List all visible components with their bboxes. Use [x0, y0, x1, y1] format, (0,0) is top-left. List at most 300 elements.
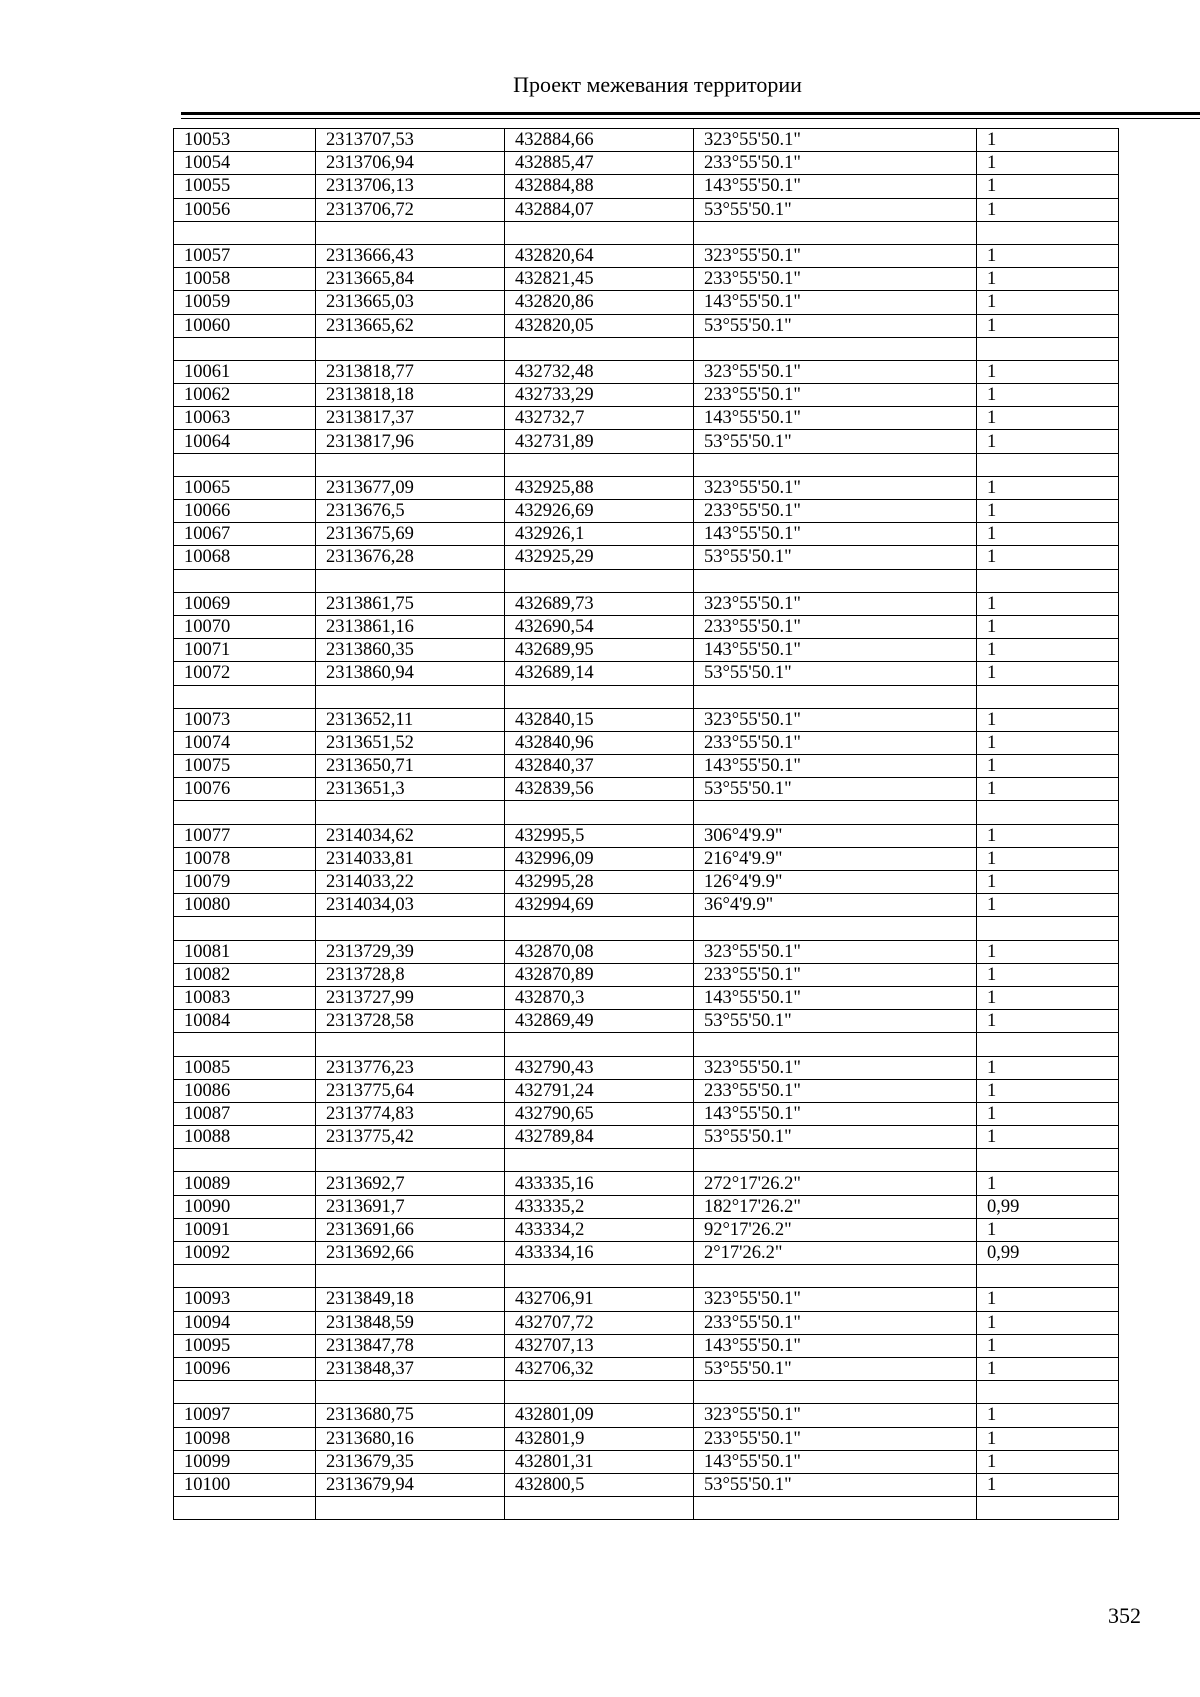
table-row — [174, 175, 1119, 198]
header-rule-thick — [181, 112, 1200, 115]
x-coordinate-cell: 2313651,3 — [316, 778, 505, 801]
x-coordinate-cell: 2313692,66 — [316, 1242, 505, 1265]
distance-cell: 1 — [977, 244, 1119, 267]
table-row — [174, 360, 1119, 383]
x-coordinate-cell: 2313847,78 — [316, 1334, 505, 1357]
direction-angle-cell: 233°55'50.1" — [694, 152, 977, 175]
table-row — [174, 1311, 1119, 1334]
direction-angle-cell: 323°55'50.1" — [694, 360, 977, 383]
y-coordinate-cell: 432994,69 — [505, 894, 694, 917]
point-number-cell: 10083 — [174, 986, 316, 1009]
distance-cell: 1 — [977, 1450, 1119, 1473]
table-row — [174, 430, 1119, 453]
direction-angle-cell: 53°55'50.1" — [694, 198, 977, 221]
y-coordinate-cell — [505, 1265, 694, 1288]
x-coordinate-cell — [316, 1265, 505, 1288]
point-number-cell: 10067 — [174, 523, 316, 546]
point-number-cell: 10071 — [174, 639, 316, 662]
direction-angle-cell: 53°55'50.1" — [694, 430, 977, 453]
point-number-cell — [174, 1381, 316, 1404]
point-number-cell: 10093 — [174, 1288, 316, 1311]
point-number-cell: 10078 — [174, 847, 316, 870]
table-row — [174, 1079, 1119, 1102]
y-coordinate-cell: 432690,54 — [505, 615, 694, 638]
distance-cell: 1 — [977, 639, 1119, 662]
y-coordinate-cell: 432732,7 — [505, 407, 694, 430]
direction-angle-cell: 53°55'50.1" — [694, 1126, 977, 1149]
distance-cell — [977, 453, 1119, 476]
table-row — [174, 384, 1119, 407]
header-rule-thin — [181, 118, 1200, 119]
distance-cell: 1 — [977, 314, 1119, 337]
distance-cell: 1 — [977, 384, 1119, 407]
point-number-cell: 10056 — [174, 198, 316, 221]
x-coordinate-cell: 2313848,59 — [316, 1311, 505, 1334]
y-coordinate-cell: 432801,9 — [505, 1427, 694, 1450]
direction-angle-cell: 233°55'50.1" — [694, 500, 977, 523]
y-coordinate-cell: 432870,08 — [505, 940, 694, 963]
point-number-cell: 10054 — [174, 152, 316, 175]
point-number-cell: 10076 — [174, 778, 316, 801]
direction-angle-cell — [694, 1149, 977, 1172]
direction-angle-cell: 53°55'50.1" — [694, 1473, 977, 1496]
distance-cell: 1 — [977, 1079, 1119, 1102]
direction-angle-cell: 233°55'50.1" — [694, 731, 977, 754]
y-coordinate-cell — [505, 221, 694, 244]
distance-cell — [977, 1149, 1119, 1172]
y-coordinate-cell: 432925,29 — [505, 546, 694, 569]
direction-angle-cell: 323°55'50.1" — [694, 940, 977, 963]
point-number-cell: 10074 — [174, 731, 316, 754]
x-coordinate-cell: 2313680,16 — [316, 1427, 505, 1450]
y-coordinate-cell: 432840,37 — [505, 755, 694, 778]
direction-angle-cell: 233°55'50.1" — [694, 1311, 977, 1334]
x-coordinate-cell: 2313675,69 — [316, 523, 505, 546]
point-number-cell: 10073 — [174, 708, 316, 731]
distance-cell: 1 — [977, 847, 1119, 870]
point-number-cell: 10059 — [174, 291, 316, 314]
x-coordinate-cell — [316, 801, 505, 824]
distance-cell: 1 — [977, 430, 1119, 453]
x-coordinate-cell: 2313727,99 — [316, 986, 505, 1009]
distance-cell: 1 — [977, 1357, 1119, 1380]
page-title: Проект межевания территории — [513, 72, 802, 97]
y-coordinate-cell: 432884,07 — [505, 198, 694, 221]
x-coordinate-cell: 2313665,84 — [316, 268, 505, 291]
point-number-cell: 10087 — [174, 1102, 316, 1125]
x-coordinate-cell: 2313860,94 — [316, 662, 505, 685]
distance-cell: 1 — [977, 871, 1119, 894]
table-row — [174, 1334, 1119, 1357]
coordinates-table — [173, 128, 1119, 1520]
table-row — [174, 1102, 1119, 1125]
direction-angle-cell: 53°55'50.1" — [694, 778, 977, 801]
table-row — [174, 244, 1119, 267]
y-coordinate-cell — [505, 801, 694, 824]
x-coordinate-cell: 2313818,77 — [316, 360, 505, 383]
distance-cell: 1 — [977, 1404, 1119, 1427]
table-row — [174, 1126, 1119, 1149]
distance-cell: 1 — [977, 523, 1119, 546]
separator-row — [174, 453, 1119, 476]
point-number-cell: 10080 — [174, 894, 316, 917]
separator-row — [174, 1381, 1119, 1404]
separator-row — [174, 1497, 1119, 1520]
point-number-cell — [174, 1033, 316, 1056]
x-coordinate-cell: 2313692,7 — [316, 1172, 505, 1195]
y-coordinate-cell: 432731,89 — [505, 430, 694, 453]
y-coordinate-cell — [505, 685, 694, 708]
distance-cell: 1 — [977, 1102, 1119, 1125]
y-coordinate-cell: 432733,29 — [505, 384, 694, 407]
point-number-cell: 10097 — [174, 1404, 316, 1427]
direction-angle-cell — [694, 569, 977, 592]
y-coordinate-cell: 432707,13 — [505, 1334, 694, 1357]
direction-angle-cell — [694, 453, 977, 476]
y-coordinate-cell: 432800,5 — [505, 1473, 694, 1496]
distance-cell: 1 — [977, 1288, 1119, 1311]
y-coordinate-cell: 432689,95 — [505, 639, 694, 662]
point-number-cell — [174, 1149, 316, 1172]
y-coordinate-cell: 432840,96 — [505, 731, 694, 754]
point-number-cell: 10096 — [174, 1357, 316, 1380]
x-coordinate-cell — [316, 453, 505, 476]
y-coordinate-cell: 432995,5 — [505, 824, 694, 847]
table-row — [174, 1288, 1119, 1311]
distance-cell: 1 — [977, 940, 1119, 963]
direction-angle-cell: 143°55'50.1" — [694, 1450, 977, 1473]
distance-cell: 0,99 — [977, 1195, 1119, 1218]
y-coordinate-cell: 432689,73 — [505, 592, 694, 615]
distance-cell — [977, 337, 1119, 360]
x-coordinate-cell: 2313861,16 — [316, 615, 505, 638]
distance-cell: 1 — [977, 1056, 1119, 1079]
y-coordinate-cell: 432884,66 — [505, 129, 694, 152]
direction-angle-cell: 143°55'50.1" — [694, 407, 977, 430]
x-coordinate-cell: 2313729,39 — [316, 940, 505, 963]
point-number-cell — [174, 1265, 316, 1288]
table-row — [174, 731, 1119, 754]
point-number-cell: 10057 — [174, 244, 316, 267]
y-coordinate-cell: 433335,2 — [505, 1195, 694, 1218]
table-row — [174, 1357, 1119, 1380]
direction-angle-cell: 143°55'50.1" — [694, 986, 977, 1009]
x-coordinate-cell: 2313728,8 — [316, 963, 505, 986]
x-coordinate-cell: 2313849,18 — [316, 1288, 505, 1311]
point-number-cell — [174, 569, 316, 592]
y-coordinate-cell: 432801,09 — [505, 1404, 694, 1427]
separator-row — [174, 917, 1119, 940]
table-row — [174, 291, 1119, 314]
point-number-cell: 10069 — [174, 592, 316, 615]
direction-angle-cell — [694, 1497, 977, 1520]
separator-row — [174, 801, 1119, 824]
x-coordinate-cell: 2313677,09 — [316, 476, 505, 499]
y-coordinate-cell — [505, 1497, 694, 1520]
x-coordinate-cell: 2313680,75 — [316, 1404, 505, 1427]
direction-angle-cell: 233°55'50.1" — [694, 615, 977, 638]
y-coordinate-cell — [505, 569, 694, 592]
point-number-cell: 10070 — [174, 615, 316, 638]
direction-angle-cell — [694, 917, 977, 940]
y-coordinate-cell: 433335,16 — [505, 1172, 694, 1195]
point-number-cell: 10055 — [174, 175, 316, 198]
table-row — [174, 963, 1119, 986]
direction-angle-cell — [694, 685, 977, 708]
distance-cell: 1 — [977, 198, 1119, 221]
y-coordinate-cell: 432840,15 — [505, 708, 694, 731]
y-coordinate-cell: 432884,88 — [505, 175, 694, 198]
x-coordinate-cell: 2313651,52 — [316, 731, 505, 754]
direction-angle-cell: 233°55'50.1" — [694, 268, 977, 291]
distance-cell: 1 — [977, 1172, 1119, 1195]
x-coordinate-cell: 2313676,5 — [316, 500, 505, 523]
table-row — [174, 129, 1119, 152]
distance-cell — [977, 569, 1119, 592]
x-coordinate-cell — [316, 1033, 505, 1056]
distance-cell — [977, 917, 1119, 940]
x-coordinate-cell: 2313706,72 — [316, 198, 505, 221]
point-number-cell — [174, 801, 316, 824]
y-coordinate-cell: 433334,2 — [505, 1218, 694, 1241]
direction-angle-cell: 143°55'50.1" — [694, 1334, 977, 1357]
y-coordinate-cell: 432870,3 — [505, 986, 694, 1009]
y-coordinate-cell — [505, 1033, 694, 1056]
x-coordinate-cell — [316, 917, 505, 940]
x-coordinate-cell: 2313776,23 — [316, 1056, 505, 1079]
point-number-cell: 10075 — [174, 755, 316, 778]
point-number-cell — [174, 1497, 316, 1520]
table-row — [174, 639, 1119, 662]
x-coordinate-cell: 2314034,03 — [316, 894, 505, 917]
x-coordinate-cell — [316, 1149, 505, 1172]
y-coordinate-cell — [505, 1149, 694, 1172]
table-row — [174, 1056, 1119, 1079]
x-coordinate-cell — [316, 1497, 505, 1520]
direction-angle-cell: 323°55'50.1" — [694, 1404, 977, 1427]
point-number-cell: 10077 — [174, 824, 316, 847]
y-coordinate-cell: 432820,86 — [505, 291, 694, 314]
point-number-cell: 10100 — [174, 1473, 316, 1496]
direction-angle-cell: 143°55'50.1" — [694, 175, 977, 198]
table-row — [174, 1195, 1119, 1218]
x-coordinate-cell: 2313775,42 — [316, 1126, 505, 1149]
point-number-cell: 10072 — [174, 662, 316, 685]
point-number-cell: 10091 — [174, 1218, 316, 1241]
distance-cell: 1 — [977, 615, 1119, 638]
distance-cell: 1 — [977, 824, 1119, 847]
table-row — [174, 940, 1119, 963]
x-coordinate-cell: 2313775,64 — [316, 1079, 505, 1102]
point-number-cell: 10082 — [174, 963, 316, 986]
direction-angle-cell: 233°55'50.1" — [694, 963, 977, 986]
point-number-cell: 10058 — [174, 268, 316, 291]
distance-cell — [977, 221, 1119, 244]
point-number-cell — [174, 685, 316, 708]
direction-angle-cell: 143°55'50.1" — [694, 1102, 977, 1125]
y-coordinate-cell: 432869,49 — [505, 1010, 694, 1033]
distance-cell: 1 — [977, 592, 1119, 615]
point-number-cell: 10081 — [174, 940, 316, 963]
table-row — [174, 523, 1119, 546]
direction-angle-cell: 323°55'50.1" — [694, 1288, 977, 1311]
direction-angle-cell: 233°55'50.1" — [694, 1079, 977, 1102]
direction-angle-cell: 53°55'50.1" — [694, 1357, 977, 1380]
table-row — [174, 546, 1119, 569]
point-number-cell: 10068 — [174, 546, 316, 569]
table-row — [174, 1473, 1119, 1496]
distance-cell: 1 — [977, 1010, 1119, 1033]
table-row — [174, 615, 1119, 638]
direction-angle-cell: 323°55'50.1" — [694, 592, 977, 615]
distance-cell: 1 — [977, 963, 1119, 986]
direction-angle-cell: 323°55'50.1" — [694, 244, 977, 267]
point-number-cell: 10061 — [174, 360, 316, 383]
table-row — [174, 500, 1119, 523]
x-coordinate-cell — [316, 569, 505, 592]
separator-row — [174, 1265, 1119, 1288]
distance-cell: 1 — [977, 731, 1119, 754]
distance-cell: 1 — [977, 360, 1119, 383]
table-row — [174, 1450, 1119, 1473]
y-coordinate-cell: 432707,72 — [505, 1311, 694, 1334]
distance-cell: 1 — [977, 1334, 1119, 1357]
direction-angle-cell: 323°55'50.1" — [694, 1056, 977, 1079]
distance-cell: 1 — [977, 1473, 1119, 1496]
y-coordinate-cell: 432791,24 — [505, 1079, 694, 1102]
table-row — [174, 268, 1119, 291]
direction-angle-cell: 92°17'26.2" — [694, 1218, 977, 1241]
distance-cell — [977, 1033, 1119, 1056]
distance-cell: 1 — [977, 268, 1119, 291]
y-coordinate-cell: 432706,32 — [505, 1357, 694, 1380]
table-row — [174, 592, 1119, 615]
table-row — [174, 778, 1119, 801]
x-coordinate-cell: 2313860,35 — [316, 639, 505, 662]
point-number-cell: 10086 — [174, 1079, 316, 1102]
y-coordinate-cell: 432885,47 — [505, 152, 694, 175]
y-coordinate-cell: 432820,64 — [505, 244, 694, 267]
point-number-cell: 10053 — [174, 129, 316, 152]
distance-cell: 1 — [977, 500, 1119, 523]
x-coordinate-cell — [316, 1381, 505, 1404]
table-row — [174, 1172, 1119, 1195]
point-number-cell: 10098 — [174, 1427, 316, 1450]
direction-angle-cell: 2°17'26.2" — [694, 1242, 977, 1265]
point-number-cell: 10094 — [174, 1311, 316, 1334]
y-coordinate-cell — [505, 337, 694, 360]
direction-angle-cell: 233°55'50.1" — [694, 384, 977, 407]
point-number-cell: 10092 — [174, 1242, 316, 1265]
distance-cell: 0,99 — [977, 1242, 1119, 1265]
distance-cell: 1 — [977, 546, 1119, 569]
direction-angle-cell: 143°55'50.1" — [694, 291, 977, 314]
point-number-cell: 10079 — [174, 871, 316, 894]
y-coordinate-cell: 432926,69 — [505, 500, 694, 523]
table-row — [174, 824, 1119, 847]
point-number-cell: 10065 — [174, 476, 316, 499]
point-number-cell: 10085 — [174, 1056, 316, 1079]
x-coordinate-cell — [316, 337, 505, 360]
x-coordinate-cell: 2313666,43 — [316, 244, 505, 267]
table-row — [174, 1010, 1119, 1033]
distance-cell — [977, 685, 1119, 708]
point-number-cell — [174, 917, 316, 940]
x-coordinate-cell: 2313679,35 — [316, 1450, 505, 1473]
separator-row — [174, 221, 1119, 244]
direction-angle-cell — [694, 801, 977, 824]
separator-row — [174, 569, 1119, 592]
distance-cell — [977, 1265, 1119, 1288]
separator-row — [174, 1149, 1119, 1172]
y-coordinate-cell: 432995,28 — [505, 871, 694, 894]
y-coordinate-cell: 432732,48 — [505, 360, 694, 383]
distance-cell: 1 — [977, 1427, 1119, 1450]
x-coordinate-cell: 2313652,11 — [316, 708, 505, 731]
y-coordinate-cell: 432926,1 — [505, 523, 694, 546]
x-coordinate-cell: 2313665,62 — [316, 314, 505, 337]
x-coordinate-cell: 2313691,7 — [316, 1195, 505, 1218]
x-coordinate-cell: 2313817,96 — [316, 430, 505, 453]
point-number-cell: 10095 — [174, 1334, 316, 1357]
separator-row — [174, 337, 1119, 360]
distance-cell — [977, 801, 1119, 824]
y-coordinate-cell: 432996,09 — [505, 847, 694, 870]
y-coordinate-cell: 432789,84 — [505, 1126, 694, 1149]
direction-angle-cell: 36°4'9.9" — [694, 894, 977, 917]
y-coordinate-cell: 432801,31 — [505, 1450, 694, 1473]
table-row — [174, 986, 1119, 1009]
distance-cell: 1 — [977, 1311, 1119, 1334]
coordinates-table-body — [174, 129, 1119, 1520]
x-coordinate-cell: 2313706,13 — [316, 175, 505, 198]
x-coordinate-cell: 2314033,22 — [316, 871, 505, 894]
table-row — [174, 152, 1119, 175]
table-row — [174, 1218, 1119, 1241]
page-number: 352 — [1108, 1603, 1141, 1628]
distance-cell: 1 — [977, 407, 1119, 430]
x-coordinate-cell: 2313728,58 — [316, 1010, 505, 1033]
direction-angle-cell: 306°4'9.9" — [694, 824, 977, 847]
table-row — [174, 1242, 1119, 1265]
direction-angle-cell — [694, 337, 977, 360]
direction-angle-cell: 143°55'50.1" — [694, 639, 977, 662]
x-coordinate-cell: 2313706,94 — [316, 152, 505, 175]
y-coordinate-cell: 432706,91 — [505, 1288, 694, 1311]
direction-angle-cell: 182°17'26.2" — [694, 1195, 977, 1218]
point-number-cell: 10088 — [174, 1126, 316, 1149]
point-number-cell: 10099 — [174, 1450, 316, 1473]
y-coordinate-cell: 432839,56 — [505, 778, 694, 801]
table-row — [174, 198, 1119, 221]
direction-angle-cell: 143°55'50.1" — [694, 755, 977, 778]
direction-angle-cell: 126°4'9.9" — [694, 871, 977, 894]
direction-angle-cell: 143°55'50.1" — [694, 523, 977, 546]
direction-angle-cell: 233°55'50.1" — [694, 1427, 977, 1450]
table-row — [174, 314, 1119, 337]
distance-cell: 1 — [977, 1126, 1119, 1149]
distance-cell: 1 — [977, 894, 1119, 917]
distance-cell: 1 — [977, 662, 1119, 685]
x-coordinate-cell: 2313861,75 — [316, 592, 505, 615]
x-coordinate-cell: 2313848,37 — [316, 1357, 505, 1380]
y-coordinate-cell — [505, 1381, 694, 1404]
distance-cell: 1 — [977, 291, 1119, 314]
distance-cell: 1 — [977, 152, 1119, 175]
point-number-cell — [174, 337, 316, 360]
direction-angle-cell — [694, 221, 977, 244]
point-number-cell: 10062 — [174, 384, 316, 407]
